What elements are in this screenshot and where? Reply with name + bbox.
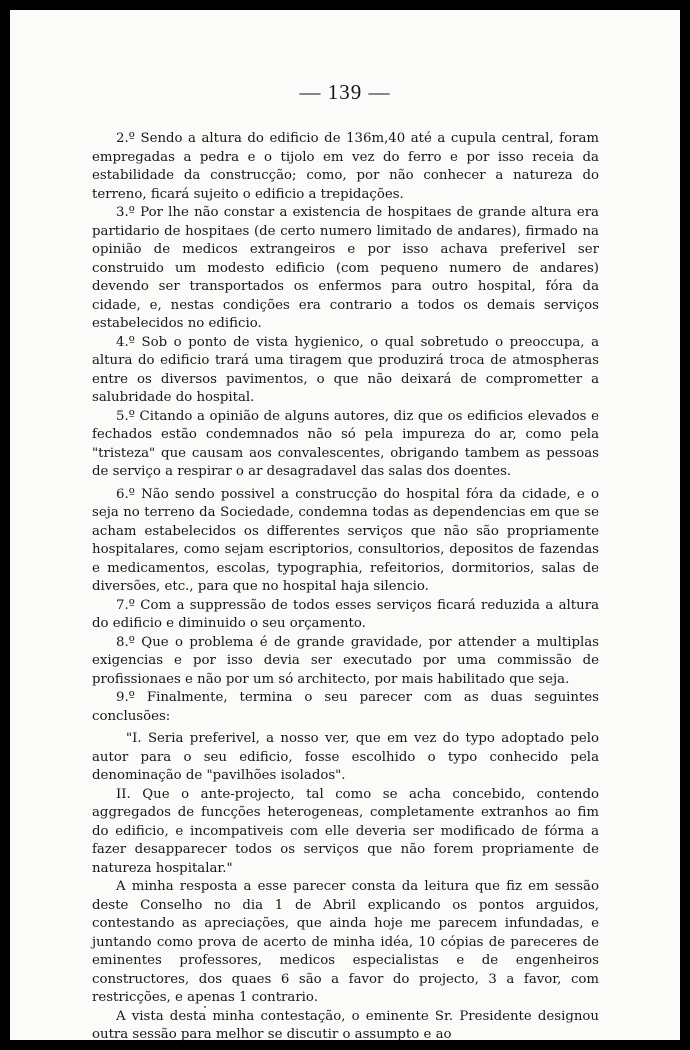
paragraph-item-5: 5.º Citando a opinião de alguns autores, diz que os edificios elevados e fechados estão condemnados não só pela impureza do ar, como pela "tristeza" que causam aos convalescentes, obrigando tambem as pessoas de serviço a respirar o ar desagradavel das salas dos doentes. (92, 408, 599, 479)
final-paragraph: A vista desta minha contestação, o eminente Sr. Presidente designou outra sessão para melhor se discutir o assumpto e ao (92, 1008, 599, 1042)
paragraph-item-4: 4.º Sob o ponto de vista hygienico, o qual sobretudo o preoccupa, a altura do edificio trará uma tiragem que produzirá troca de atmospheras entre os diversos pavimentos, o que não deixará de comprometter a salubridade do hospital. (92, 334, 599, 405)
conclusion-two: II. Que o ante-projecto, tal como se acha concebido, contendo aggregados de funcções heterogeneas, completamente extranhos ao fim do edificio, e incompativeis com elle deveria ser modificado de fórma a fazer desapparecer todos os serviços que não forem propriamente de natureza hospitalar." (92, 786, 599, 876)
body-text (92, 130, 599, 1045)
conclusion-one: "I. Seria preferivel, a nosso ver, que em vez do typo adoptado pelo autor para o seu edificio, fosse escolhido o typo conhecido pela denominação de "pavilhões isolados". (92, 731, 599, 783)
ink-speck (204, 1006, 206, 1008)
paragraph-item-8: 8.º Que o problema é de grande gravidade, por attender a multiplas exigencias e por isso devia ser executado por uma commissão de profissionaes e não por um só architecto, por mais habilitado que seja. (92, 634, 599, 687)
paragraph-item-2: 2.º Sendo a altura do edificio de 136m,40 até a cupula central, foram empregadas a pedra e o tijolo em vez do ferro e por isso receia da estabilidade da construcção; como, por não conhecer a natureza do terreno, ficará sujeito o edificio a trepidações. (92, 131, 599, 202)
page-number: — 139 — (299, 80, 391, 104)
paragraph-item-6: 6.º Não sendo possivel a construcção do hospital fóra da cidade, e o seja no terreno da Sociedade, condemna todas as dependencias em que se acham estabelecidos os differentes serviços que não são propriamente hospitalares, como sejam escriptorios, consultorios, depositos de fazendas e medicamentos, escolas, typographia, refeitorios, dormitorios, salas de diversões, etc., para que no hospital haja silencio. (92, 486, 599, 594)
paragraph-item-9: 9.º Finalmente, termina o seu parecer com as duas seguintes conclusões: (92, 690, 599, 724)
response-paragraph: A minha resposta a esse parecer consta da leitura que fiz em sessão deste Conselho no dia 1 de Abril explicando os pontos arguidos, contestando as apreciações, que ainda hoje me parecem infundadas, e juntando como prova de acerto de minha idéa, 10 cópias de pareceres de eminentes professores, medicos especialistas e de engenheiros constructores, dos quaes 6 são a favor do projecto, 3 a favor, com restricções, e apenas 1 contrario. (92, 879, 599, 1005)
paragraph-item-3: 3.º Por lhe não constar a existencia de hospitaes de grande altura era partidario de hospitaes (de certo numero limitado de andares), firmado na opinião de medicos extrangeiros e por isso achava preferivel ser construido um modesto edificio (com pequeno numero de andares) devendo ser transportados os enfermos para outro hospital, fóra da cidade, e, nestas condições era contrario a todos os demais serviços estabelecidos no edificio. (92, 205, 599, 331)
paragraph-item-7: 7.º Com a suppressão de todos esses serviços ficará reduzida a altura do edificio e diminuido o seu orçamento. (92, 597, 599, 631)
document-page (10, 10, 680, 1040)
